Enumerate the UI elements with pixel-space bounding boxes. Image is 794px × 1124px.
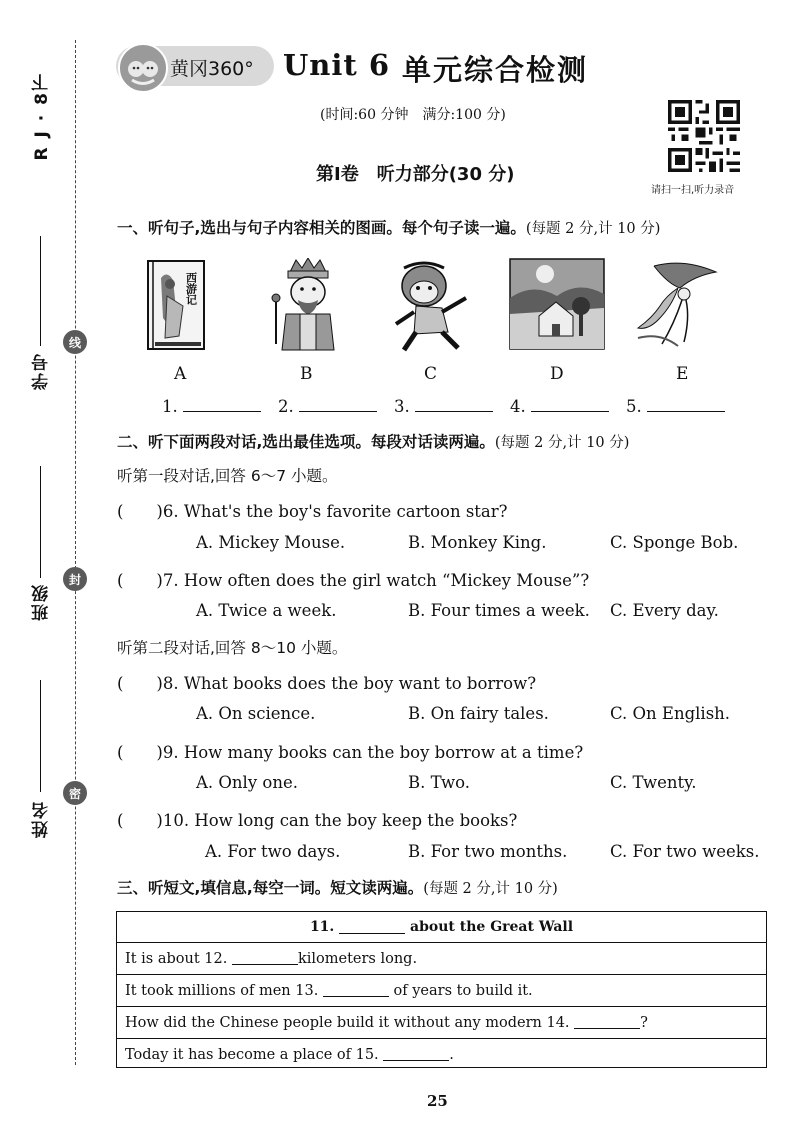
info-table [116, 911, 767, 1068]
q9-option-b[interactable]: B. Two. [408, 773, 471, 792]
seal-line: 线 [63, 330, 87, 354]
q10-option-b[interactable]: B. For two months. [408, 842, 568, 861]
row14-pre: How did the Chinese people build it without any modern 14. [125, 1014, 570, 1031]
q6-option-a[interactable]: A. Mickey Mouse. [196, 533, 346, 552]
brand-logo-icon [118, 43, 168, 93]
answer-1[interactable] [162, 397, 261, 416]
unit-title: Unit 6 [283, 48, 391, 82]
q10-option-a[interactable]: A. For two days. [205, 842, 341, 861]
table-row [117, 974, 766, 1006]
brand-name: 黄冈360° [170, 58, 254, 80]
q9-option-c[interactable]: C. Twenty. [610, 773, 697, 792]
qr-code-icon[interactable] [668, 100, 740, 172]
answer-5-blank[interactable] [647, 397, 725, 412]
seal-seal: 封 [63, 567, 87, 591]
section2-note: (每题 2 分,计 10 分) [494, 435, 630, 451]
section1-title [117, 216, 660, 238]
picture-c-monkey-icon [388, 258, 472, 354]
table-row [117, 1038, 766, 1070]
answer-2[interactable] [278, 397, 377, 416]
answer-4-blank[interactable] [531, 397, 609, 412]
q9-option-a[interactable]: A. Only one. [196, 773, 298, 792]
q8-option-a[interactable]: A. On science. [196, 704, 316, 723]
section2-title [117, 430, 629, 452]
row13-pre: It took millions of men 13. [125, 982, 319, 999]
table-row [117, 1006, 766, 1038]
picture-d-village-icon [509, 258, 605, 350]
section2-title-text: 二、听下面两段对话,选出最佳选项。每段对话读两遍。 [117, 433, 495, 451]
binding-dashed-line [75, 40, 76, 1065]
q7-option-b[interactable]: B. Four times a week. [408, 601, 590, 620]
answer-14-blank[interactable] [574, 1016, 640, 1029]
q6-option-c[interactable]: C. Sponge Bob. [610, 533, 739, 552]
answer-3-num: 3. [394, 397, 410, 416]
answer-2-blank[interactable] [299, 397, 377, 412]
answer-3[interactable] [394, 397, 493, 416]
time-info: (时间:60 分钟 满分:100 分) [320, 107, 506, 123]
answer-1-blank[interactable] [183, 397, 261, 412]
question-7: ( )7. How often does the girl watch “Mickey Mouse”? [117, 571, 590, 590]
picture-a-book-icon [143, 258, 209, 354]
seal-secret: 密 [63, 781, 87, 805]
row14-post: ? [640, 1014, 648, 1031]
picture-label-c: C [424, 364, 438, 384]
table-row [117, 943, 766, 974]
picture-a-book-title: 西游记 [184, 272, 198, 305]
section3-title-text: 三、听短文,填信息,每空一词。短文读两遍。 [117, 879, 424, 897]
name-label: 姓名 [32, 800, 52, 838]
q8-option-b[interactable]: B. On fairy tales. [408, 704, 549, 723]
answer-11-blank[interactable] [339, 921, 405, 934]
student-id-field[interactable] [40, 236, 41, 346]
picture-label-e: E [676, 364, 689, 384]
row15-pre: Today it has become a place of 15. [125, 1046, 379, 1063]
row13-post: of years to build it. [393, 982, 533, 999]
question-9: ( )9. How many books can the boy borrow at a time? [117, 743, 584, 762]
answer-12-blank[interactable] [232, 952, 298, 965]
dialog2-instruction: 听第二段对话,回答 8～10 小题。 [117, 639, 348, 657]
row15-post: . [449, 1046, 454, 1063]
table-header [117, 912, 766, 943]
part-title: 第Ⅰ卷 听力部分(30 分) [316, 164, 515, 185]
name-field[interactable] [40, 680, 41, 792]
student-id-label: 学号 [32, 352, 52, 390]
edition-label: R J · 8下 [32, 72, 52, 161]
question-6: ( )6. What's the boy's favorite cartoon star? [117, 502, 508, 521]
answer-4-num: 4. [510, 397, 526, 416]
row12-pre: It is about 12. [125, 950, 228, 967]
answer-15-blank[interactable] [383, 1048, 449, 1061]
row12-post: kilometers long. [297, 950, 418, 967]
picture-e-fairy-icon [634, 258, 720, 350]
answer-3-blank[interactable] [415, 397, 493, 412]
section3-title [117, 876, 558, 898]
picture-b-king-icon [270, 258, 346, 354]
picture-label-b: B [300, 364, 313, 384]
class-label: 班级 [32, 583, 52, 621]
section1-note: (每题 2 分,计 10 分) [525, 221, 661, 237]
table-header-text: about the Great Wall [410, 919, 574, 935]
table-header-num: 11. [309, 919, 335, 935]
picture-label-d: D [550, 364, 564, 384]
answer-5[interactable] [626, 397, 725, 416]
test-title: 单元综合检测 [402, 53, 589, 87]
answer-5-num: 5. [626, 397, 642, 416]
q8-option-c[interactable]: C. On English. [610, 704, 731, 723]
q7-option-c[interactable]: C. Every day. [610, 601, 719, 620]
section3-note: (每题 2 分,计 10 分) [423, 881, 558, 897]
picture-label-a: A [174, 364, 187, 384]
answer-1-num: 1. [162, 397, 178, 416]
answer-13-blank[interactable] [323, 984, 389, 997]
answer-4[interactable] [510, 397, 609, 416]
answer-2-num: 2. [278, 397, 294, 416]
class-field[interactable] [40, 466, 41, 578]
page-number: 25 [427, 1092, 448, 1110]
qr-caption: 请扫一扫,听力录音 [651, 185, 735, 196]
q7-option-a[interactable]: A. Twice a week. [196, 601, 337, 620]
q10-option-c[interactable]: C. For two weeks. [610, 842, 760, 861]
q6-option-b[interactable]: B. Monkey King. [408, 533, 547, 552]
section1-title-text: 一、听句子,选出与句子内容相关的图画。每个句子读一遍。 [117, 219, 526, 237]
dialog1-instruction: 听第一段对话,回答 6～7 小题。 [117, 467, 338, 485]
question-8: ( )8. What books does the boy want to borrow? [117, 674, 537, 693]
question-10: ( )10. How long can the boy keep the books? [117, 811, 518, 830]
